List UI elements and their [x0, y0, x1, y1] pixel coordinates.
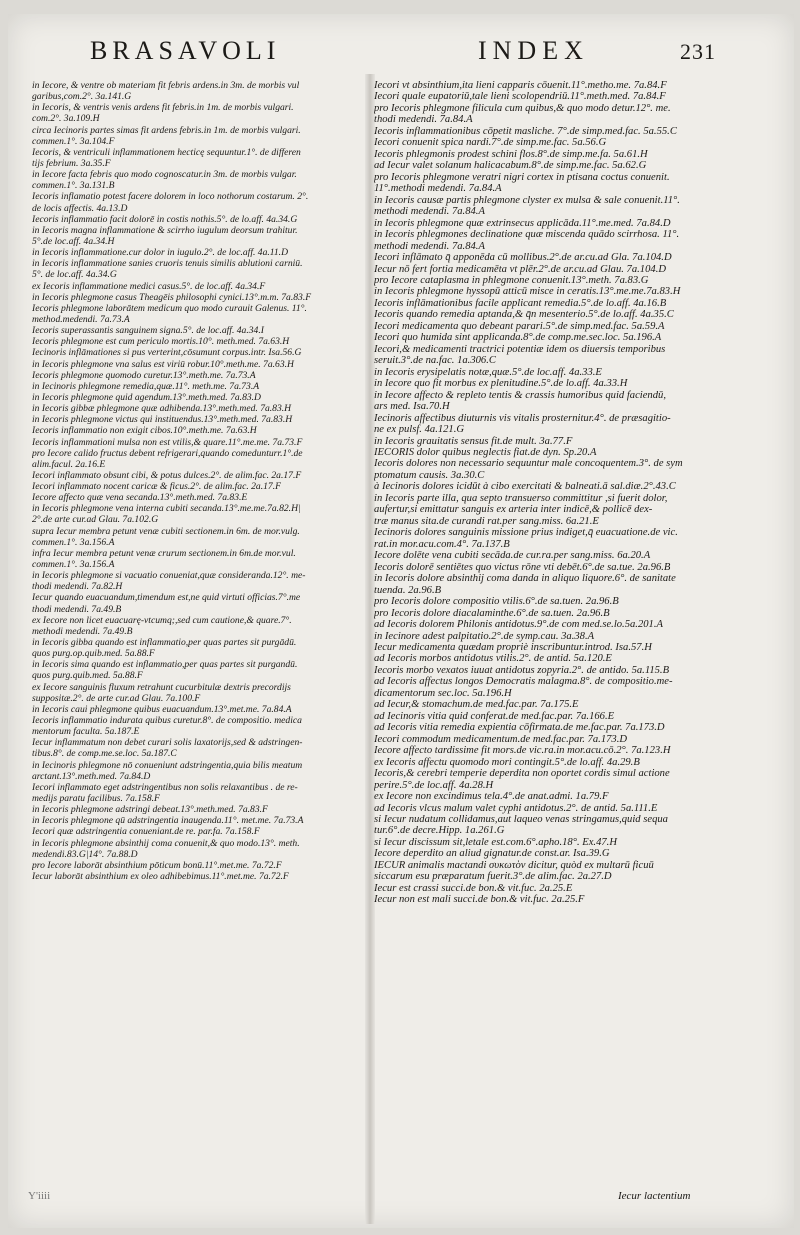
index-entry-line: ad Iecinoris vitia quid conferat.de med.fac.par. 7a.166.E: [374, 710, 615, 722]
index-entry-line: pro Iecoris phlegmone veratri nigri cortex in ptisana coctus conuenit.: [374, 171, 670, 183]
index-entry-line: garibus,com.2°. 3a.141.G: [32, 91, 132, 103]
index-entry-line: Iecur medicamenta quædam propriè inscribuntur.introd. Isa.57.H: [374, 641, 652, 653]
index-entry-line: pro Iecoris dolore compositio vtilis.6°.de sa.tuen. 2a.96.B: [374, 596, 619, 608]
index-entry-line: ex Iecore sanguinis fluxum retrahunt cucurbitulæ dextris precordijs: [32, 681, 291, 693]
index-entry-line: Iecori quæ adstringentia conueniant.de re. par.fa. 7a.158.F: [32, 826, 260, 838]
index-entry-line: in Iecoris sima quando est inflammatio,per quas partes sit purgandū.: [32, 659, 298, 671]
index-entry-line: Iecori conuenit spica nardi.7°.de simp.me.fac. 5a.56.G: [374, 137, 607, 149]
index-entry-line: commen.1°. 3a.104.F: [32, 135, 115, 147]
index-entry-line: si Iecur discissum sit,letale est.com.6°.apho.18°. Ex.47.H: [374, 836, 617, 848]
index-entry-line: in Iecoris parte illa, qua septo transuerso committitur ,si fuerit dolor,: [374, 492, 668, 504]
index-entry-line: seruit.3°.de na.fac. 1a.306.C: [374, 355, 496, 367]
index-entry-line: in Iecoris phlegmone vna salus est viriū robur.10°.meth.me. 7a.63.H: [32, 358, 294, 370]
index-entry-line: in Iecoris, & ventris venis ardens fit febris.in 1m. de morbis vulgari.: [32, 102, 294, 114]
index-entry-line: perire.5°.de loc.aff. 4a.28.H: [374, 779, 494, 791]
index-entry-line: in Iecinore adest palpitatio.2°.de symp.cau. 3a.38.A: [374, 630, 595, 642]
index-entry-line: ex Iecoris inflammatione medici casus.5°. de loc.aff. 4a.34.F: [32, 280, 266, 292]
index-entry-line: Iecore dolēte vena cubiti secāda.de cur.ra.per sang.miss. 6a.20.A: [374, 550, 651, 562]
index-entry-line: Iecori quale eupatoriū,tale lieni scolopendriū.11°.meth.med. 7a.84.F: [374, 91, 666, 103]
index-entry-line: methodi medendi. 7a.84.A: [374, 240, 485, 252]
index-column-right: [374, 80, 800, 906]
index-entry-line: Iecoris inflammatio indurata quibus curetur.8°. de compositio. medica: [32, 715, 302, 727]
index-entry-line: ne ex pulsf. 4a.121.G: [374, 424, 465, 436]
index-entry-line: in Iecoris inflammatione.cur dolor in iugulo.2°. de loc.aff. 4a.11.D: [32, 247, 289, 259]
index-entry-line: 11°.methodi medendi. 7a.84.A: [374, 183, 502, 195]
index-entry-line: thodi medendi. 7a.84.A: [374, 114, 473, 126]
index-entry-line: Iecori inflammato obsunt cibi, & potus dulces.2°. de alim.fac. 2a.17.F: [32, 469, 302, 481]
index-column-left: [32, 80, 367, 882]
index-entry-line: IECUR animalis mactandi συκωτὸν dicitur, quòd ex multarū ficuū: [374, 859, 654, 871]
index-entry-line: tijs febrium. 3a.35.F: [32, 157, 111, 169]
index-entry-line: træ manus sita.de curandi rat.per sang.miss. 6a.21.E: [374, 515, 599, 527]
index-entry-line: commen.1°. 3a.131.B: [32, 180, 115, 192]
index-entry-line: pro Iecoris dolore diacalaminthe.6°.de sa.tuen. 2a.96.B: [374, 607, 610, 619]
index-entry-line: in Iecore, & ventre ob materiam fit febris ardens.in 3m. de morbis vul: [32, 80, 300, 91]
index-entry-line: Iecoris inflamatio potest facere dolorem in loco nothorum costarum. 2°.: [32, 191, 309, 203]
index-entry-line: in Iecoris phlegmone quid agendum.13°.meth.med. 7a.83.D: [32, 391, 261, 403]
index-entry-line: suppositæ.2°. de arte cur.ad Glau. 7a.100.F: [32, 692, 201, 704]
index-entry-line: Iecoris dolorē sentiētes quo victus rōne vti debēt.6°.de sa.tue. 2a.96.B: [374, 561, 671, 573]
index-entry-line: in Iecoris erysipelatis notæ,quæ.5°.de loc.aff. 4a.33.E: [374, 366, 602, 378]
index-entry-line: Iecori inflammato eget adstringentibus non solis relaxantibus . de re-: [32, 781, 298, 793]
index-entry-line: in Iecoris caui phlegmone quibus euacuandum.13°.met.me. 7a.84.A: [32, 703, 292, 715]
index-entry-line: in Iecinoris phlegmone remedia,quæ.11°. meth.me. 7a.73.A: [32, 380, 260, 392]
index-entry-line: mentorum faculta. 5a.187.E: [32, 726, 140, 738]
index-entry-line: methodi medendi. 7a.84.A: [374, 206, 485, 218]
index-entry-line: Iecori vt absinthium,ita lieni capparis cōuenit.11°.metho.me. 7a.84.F: [374, 80, 667, 91]
index-entry-line: alim.facul. 2a.16.E: [32, 458, 106, 470]
index-entry-line: rat.in mor.acu.com.4°. 7a.137.B: [374, 538, 510, 550]
index-entry-line: siccarum esu præparatum fuerit.3°.de alim.fac. 2a.27.D: [374, 871, 612, 883]
index-entry-line: ad Iecur,& stomachum.de med.fac.par. 7a.175.E: [374, 699, 579, 711]
index-entry-line: in Iecoris phlegmone qū adstringentia inaugenda.11°. met.me. 7a.73.A: [32, 815, 304, 827]
catchword: Iecur lactentium: [618, 1190, 691, 1202]
index-entry-line: Iecoris phlegmone est cum periculo mortis.10°. meth.med. 7a.63.H: [32, 336, 290, 348]
index-entry-line: commen.1°. 3a.156.A: [32, 536, 115, 548]
index-entry-line: ad Iecoris vitia remedia expientia cōfirmata.de me.fac.par. 7a.173.D: [374, 722, 665, 734]
index-entry-line: ptomatum causis. 3a.30.C: [374, 469, 485, 481]
index-entry-line: Iecore deperdito an aliud gignatur.de const.ar. Isa.39.G: [374, 848, 610, 860]
index-entry-line: à Iecinoris dolores icidūt à cibo exercitati & balneati.ā sal.diæ.2°.43.C: [374, 481, 676, 493]
index-entry-line: ad Iecoris affectus longos Democratis malagma.8°. de compositio.me-: [374, 676, 673, 688]
index-entry-line: Iecori quo humida sint applicanda.8°.de comp.me.sec.loc. 5a.196.A: [374, 332, 662, 344]
index-entry-line: Iecoris inflammationi mulsa non est vtilis,& quare.11°.me.me. 7a.73.F: [32, 436, 303, 448]
index-entry-line: Iecur nō fert fortia medicamēta vt plēr.2°.de ar.cu.ad Glau. 7a.104.D: [374, 263, 666, 275]
index-entry-line: thodi medendi. 7a.49.B: [32, 603, 122, 615]
index-entry-line: medendi.83.G|14°. 7a.88.D: [32, 848, 138, 860]
index-entry-line: in Iecinoris phlegmone nō conueniunt adstringentia,quia bilis meatum: [32, 759, 303, 771]
index-entry-line: in Iecoris phlegmone victus qui instituendus.13°.meth.med. 7a.83.H: [32, 414, 293, 426]
index-entry-line: Iecur est crassi succi.de bon.& vit.fuc. 2a.25.E: [374, 882, 573, 894]
index-entry-line: ad Iecoris morbos antidotus vtilis.2°. de antid. 5a.120.E: [374, 653, 612, 665]
index-entry-line: ad Iecur valet solanum halicacabum.8°.de simp.me.fac. 5a.62.G: [374, 160, 647, 172]
index-entry-line: Iecore affecto quæ vena secanda.13°.meth.med. 7a.83.E: [32, 492, 248, 504]
index-entry-line: tur.6°.de decre.Hipp. 1a.261.G: [374, 825, 505, 837]
index-entry-line: Iecori commodum medicamentum.de med.fac.par. 7a.173.D: [374, 733, 628, 745]
index-entry-line: in Iecore facta febris quo modo cognoscatur.in 3m. de morbis vulgar.: [32, 169, 297, 181]
index-entry-line: Iecori inflammato nocent caricæ & ficus.2°. de alim.fac. 2a.17.F: [32, 481, 281, 493]
index-entry-line: Iecinoris dolores sanguinis missione prius indiget,q̄ euacuatione.de vic.: [374, 527, 678, 539]
index-entry-line: in Iecoris dolore absinthij coma danda in aliquo liquore.6°. de sanitate: [374, 573, 676, 585]
index-entry-line: ex Iecore non excindimus tela.4°.de anat.admi. 1a.79.F: [374, 791, 609, 803]
index-entry-line: Iecoris dolores non necessario sequuntur male concoquentem.3°. de sym: [374, 458, 683, 470]
index-entry-line: dicamentorum sec.loc. 5a.196.H: [374, 687, 512, 699]
index-entry-line: ad Iecoris vlcus malum valet cyphi antidotus.2°. de antid. 5a.111.E: [374, 802, 658, 814]
book-page: [8, 14, 794, 1228]
index-entry-line: medijs paratu facilibus. 7a.158.F: [32, 793, 160, 804]
index-entry-line: Iecoris morbo vexatos iuuat antidotus zopyria.2°. de antido. 5a.115.B: [374, 664, 670, 676]
index-entry-line: in Iecore quo fit morbus ex plenitudine.5°.de lo.aff. 4a.33.H: [374, 378, 628, 390]
index-entry-line: pro Iecoris phlegmone filicula cum quibus,& quo modo detur.12°. me.: [374, 102, 671, 114]
index-entry-line: com.2°. 3a.109.H: [32, 113, 100, 125]
index-entry-line: pro Iecore laborāt absinthium pōticum bonū.11°.met.me. 7a.72.F: [32, 859, 282, 871]
index-entry-line: Iecur inflammatum non debet curari solis laxatorijs,sed & adstringen-: [32, 737, 303, 749]
index-entry-line: Iecori,& medicamenti tractrici potentiæ idem os diuersis temporibus: [374, 343, 666, 355]
index-entry-line: ad Iecoris dolorem Philonis antidotus.9°.de com med.se.lo.5a.201.A: [374, 619, 663, 631]
index-entry-line: si Iecur nudatum collidamus,aut laqueo venas stringamus,quid sequa: [374, 814, 668, 825]
index-entry-line: in Iecoris gibba quando est inflammatio,per quas partes sit purgādū.: [32, 637, 297, 649]
index-entry-line: Iecur non est mali succi.de bon.& vit.fuc. 2a.25.F: [374, 894, 585, 906]
index-entry-line: in Iecoris phlegmone absinthij coma conuenit,& quo modo.13°. meth.: [32, 837, 300, 849]
index-entry-line: ars med. Isa.70.H: [374, 401, 450, 413]
index-entry-line: quos purg.quib.med. 5a.88.F: [32, 670, 143, 682]
index-entry-line: ex Iecoris affectu quomodo mori contingit.5°.de lo.aff. 4a.29.B: [374, 756, 640, 768]
index-entry-line: quos purg.op.quib.med. 5a.88.F: [32, 648, 155, 660]
index-entry-line: Iecoris inflammatio non exigit cibos.10°.meth.me. 7a.63.H: [32, 425, 257, 437]
index-entry-line: 5°. de loc.aff. 4a.34.G: [32, 269, 117, 281]
index-entry-line: Iecinoris inflāmationes si pus verterint,cōsumunt corpus.intr. Isa.56.G: [32, 347, 302, 359]
index-entry-line: in Iecoris phlegmone vena interna cubiti secanda.13°.me.me.7a.82.H|: [32, 503, 301, 515]
index-entry-line: Iecoris phlegmonis prodest schini flos.8°.de simp.me.fa. 5a.61.H: [374, 148, 648, 160]
page-number: 231: [680, 39, 716, 64]
index-entry-line: 5°.de loc.aff. 4a.34.H: [32, 235, 115, 247]
index-entry-line: method.medendi. 7a.73.A: [32, 313, 130, 325]
index-entry-line: Iecoris inflammationibus cōpetit masliche. 7°.de simp.med.fac. 5a.55.C: [374, 125, 677, 137]
index-entry-line: in Iecoris causæ partis phlegmone clyster ex mulsa & sale conuenit.11°.: [374, 194, 680, 206]
index-entry-line: Iecoris quando remedia aptanda,& q̄n mesenterio.5°.de lo.aff. 4a.35.C: [374, 309, 674, 321]
index-entry-line: commen.1°. 3a.156.A: [32, 559, 115, 571]
index-entry-line: pro Iecore cataplasma in phlegmone conuenit.13°.meth. 7a.83.G: [374, 274, 649, 286]
index-entry-line: Iecoris inflammatio facit dolorē in costis nothis.5°. de lo.aff. 4a.34.G: [32, 213, 298, 225]
index-entry-line: in Iecore affecto & repleto tentis & crassis humoribus quid faciendū,: [374, 389, 666, 401]
index-entry-line: Iecori medicamenta quo debeant parari.5°.de simp.med.fac. 5a.59.A: [374, 320, 665, 332]
index-entry-line: tuenda. 2a.96.B: [374, 584, 442, 596]
index-entry-line: Iecore affecto tardissime fit mors.de vic.ra.in mor.acu.cō.2°. 7a.123.H: [374, 745, 671, 757]
index-entry-line: in Iecoris phlegmones declinatione quæ miscenda quādo scirrhosa. 11°.: [374, 229, 680, 241]
index-entry-line: circa Iecinoris partes simas fit ardens febris.in 1m. de morbis vulgari.: [32, 124, 301, 136]
index-entry-line: Iecur quando euacuandum,timendum est,ne quid virtuti officias.7°.me: [32, 592, 301, 604]
index-entry-line: IECORIS dolor quibus neglectis fiat.de dyn. Sp.20.A: [374, 447, 597, 458]
index-entry-line: aufertur,si emittatur sanguis ex arteria inter indicē,& pollicē dex-: [374, 504, 653, 516]
index-entry-line: Iecori inflāmato q̄ apponēda cū mollibus.2°.de ar.cu.ad Gla. 7a.104.D: [374, 252, 672, 264]
index-entry-line: de locis affectis. 4a.13.D: [32, 202, 128, 214]
index-entry-line: 2°.de arte cur.ad Glau. 7a.102.G: [32, 514, 159, 526]
index-entry-line: in Iecoris phlegmone adstringi debeat.13°.meth.med. 7a.83.F: [32, 804, 268, 816]
index-entry-line: in Iecoris magna inflammatione & scirrho iugulum deorsum trahitur.: [32, 224, 298, 236]
index-entry-line: Iecoris phlegmone laborātem medicum quo modo curauit Galenus. 11°.: [32, 302, 307, 314]
index-entry-line: in Iecoris phlegmone si vacuatio conueniat,quæ consideranda.12°. me-: [32, 570, 306, 582]
running-header-left: BRASAVOLI: [90, 36, 281, 65]
index-entry-line: ex Iecore non licet euacuarę-vtcumq;,sed cum cautione,& quare.7°.: [32, 614, 292, 626]
index-entry-line: supra Iecur membra petunt venæ cubiti sectionem.in 6m. de mor.vulg.: [32, 525, 300, 537]
index-entry-line: tibus.8°. de comp.me.se.loc. 5a.187.C: [32, 748, 177, 760]
index-entry-line: Iecoris superassantis sanguinem signa.5°. de loc.aff. 4a.34.I: [32, 325, 264, 337]
index-entry-line: arctant.13°.meth.med. 7a.84.D: [32, 770, 151, 782]
index-entry-line: methodi medendi. 7a.49.B: [32, 625, 133, 637]
index-entry-line: infra Iecur membra petunt venæ crurum sectionem.in 6m.de mor.vul.: [32, 547, 296, 559]
index-entry-line: in Iecoris phlegmone quæ extrinsecus applicāda.11°.me.med. 7a.84.D: [374, 217, 671, 229]
index-entry-line: pro Iecore calido fructus debent refrigerari,quando comedunturr.1°.de: [32, 447, 303, 459]
index-entry-line: Iecoris inflāmationibus facile applicant remedia.5°.de lo.aff. 4a.16.B: [374, 297, 667, 309]
index-entry-line: in Iecoris phlegmone casus Theagēis philosophi cynici.13°.m.m. 7a.83.F: [32, 291, 312, 303]
index-entry-line: Iecoris, & ventriculi inflammationem hecticę sequuntur.1°. de differen: [32, 146, 301, 158]
index-entry-line: in Iecoris phlegmone hyssopū atticū misce in ceratis.13°.me.me.7a.83.H: [374, 286, 681, 298]
index-entry-line: Iecoris,& cerebri temperie deperdita non oportet cordis simul actione: [374, 768, 670, 780]
index-entry-line: thodi medendi. 7a.82.H: [32, 581, 123, 593]
running-header-index: INDEX: [478, 36, 589, 65]
signature-mark: Y'iiii: [28, 1190, 51, 1202]
index-entry-line: in Iecoris inflammatione sanies cruoris tenuis similis ablutioni carniū.: [32, 258, 303, 270]
index-entry-line: Iecoris phlegmone quomodo curetur.13°.meth.me. 7a.73.A: [32, 369, 256, 381]
index-entry-line: Iecur laborāt absinthium ex oleo adhibebimus.11°.met.me. 7a.72.F: [32, 870, 289, 882]
index-entry-line: in Iecoris grauitatis sensus fit.de mult. 3a.77.F: [374, 435, 573, 447]
index-entry-line: in Iecoris gibbæ phlegmone quæ adhibenda.13°.meth.med. 7a.83.H: [32, 403, 292, 415]
index-entry-line: Iecinoris affectibus diuturnis vis vitalis prosternitur.4°. de præsagitio-: [374, 412, 671, 424]
